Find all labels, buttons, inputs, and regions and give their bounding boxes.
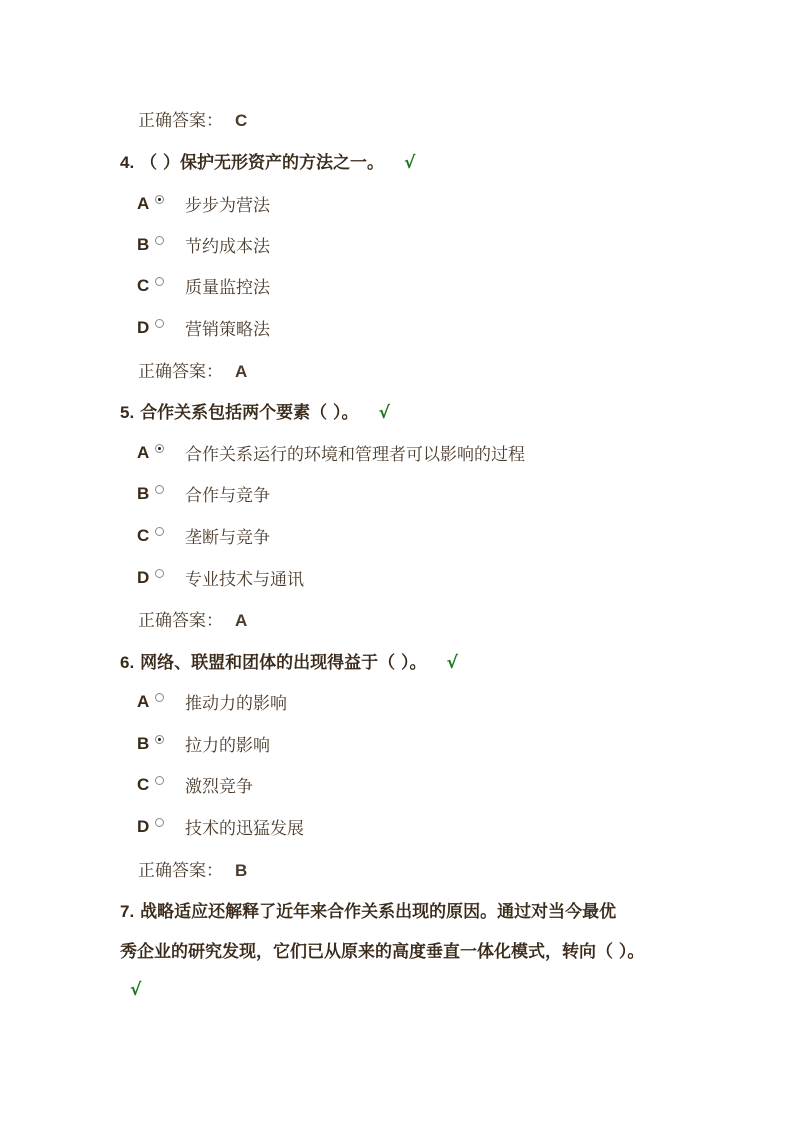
option-q6-a[interactable] [137,689,287,714]
option-letter: B [137,234,150,254]
radio-icon[interactable] [155,319,164,328]
correct-answer-value: A [235,611,248,630]
correct-answer-line [138,106,247,131]
radio-icon[interactable] [155,485,164,494]
option-q6-d[interactable] [137,814,304,839]
option-text: 合作关系运行的环境和管理者可以影响的过程 [185,445,525,465]
question-text-line2: 秀企业的研究发现，它们已从原来的高度垂直一体化模式，转向（ ）。 [120,942,645,962]
radio-icon[interactable] [155,693,164,702]
radio-icon[interactable] [155,236,164,245]
radio-icon[interactable] [155,776,164,785]
radio-selected-icon[interactable] [155,444,164,453]
check-mark-icon: √ [403,153,416,173]
option-q5-d[interactable] [137,565,304,590]
option-q4-c[interactable] [137,273,270,298]
option-letter: B [137,483,150,503]
option-text: 推动力的影响 [185,694,287,714]
option-letter: D [137,567,150,587]
option-text: 拉力的影响 [185,736,270,756]
question-4 [120,148,415,173]
option-letter: A [137,691,150,711]
radio-icon[interactable] [155,569,164,578]
radio-selected-icon[interactable] [155,735,164,744]
correct-answer-label: 正确答案： [138,111,223,131]
option-q5-c[interactable] [137,523,270,548]
question-6 [120,648,458,673]
option-text: 质量监控法 [185,278,270,298]
question-number: 5. [120,403,135,422]
question-number: 4. [120,153,135,172]
option-text: 垄断与竞争 [185,528,270,548]
check-mark-icon: √ [446,653,458,673]
option-text: 激烈竞争 [185,777,253,797]
option-q5-a[interactable] [137,440,525,465]
radio-icon[interactable] [155,527,164,536]
option-text: 专业技术与通讯 [185,570,304,590]
option-q6-b[interactable] [137,731,270,756]
option-q4-b[interactable] [137,232,270,257]
correct-answer-value: B [235,861,248,880]
correct-answer-label: 正确答案： [138,611,223,631]
question-7-continued [120,937,644,962]
correct-answer-line [138,606,247,631]
option-letter: B [137,733,150,753]
option-q4-d[interactable] [137,315,270,340]
question-text: 合作关系包括两个要素（ ）。 [140,403,359,423]
option-letter: D [137,816,150,836]
question-number: 6. [120,653,135,672]
option-letter: A [137,442,150,462]
radio-icon[interactable] [155,277,164,286]
correct-answer-value: A [235,362,248,381]
radio-icon[interactable] [155,818,164,827]
question-number: 7. [120,902,135,921]
check-mark-icon: √ [130,980,142,1000]
option-text: 合作与竞争 [185,486,270,506]
question-text-line1: 战略适应还解释了近年来合作关系出现的原因。通过对当今最优 [140,902,617,922]
question-text: （ ）保护无形资产的方法之一。 [140,153,385,173]
correct-answer-line [138,856,247,881]
correct-answer-label: 正确答案： [138,861,223,881]
option-letter: C [137,275,150,295]
option-letter: D [137,317,150,337]
option-letter: C [137,774,150,794]
option-letter: A [137,193,150,213]
question-text: 网络、联盟和团体的出现得益于（ ）。 [140,653,427,673]
correct-answer-value: C [235,111,248,130]
option-q4-a[interactable] [137,191,270,216]
check-mark-icon: √ [378,403,390,423]
correct-answer-line [138,357,247,382]
question-5 [120,398,390,423]
option-text: 技术的迅猛发展 [185,819,304,839]
option-q6-c[interactable] [137,772,253,797]
option-text: 营销策略法 [185,320,270,340]
option-letter: C [137,525,150,545]
question-7 [120,897,616,922]
radio-selected-icon[interactable] [155,195,164,204]
option-text: 步步为营法 [185,196,270,216]
option-text: 节约成本法 [185,237,270,257]
correct-answer-label: 正确答案： [138,362,223,382]
option-q5-b[interactable] [137,481,270,506]
